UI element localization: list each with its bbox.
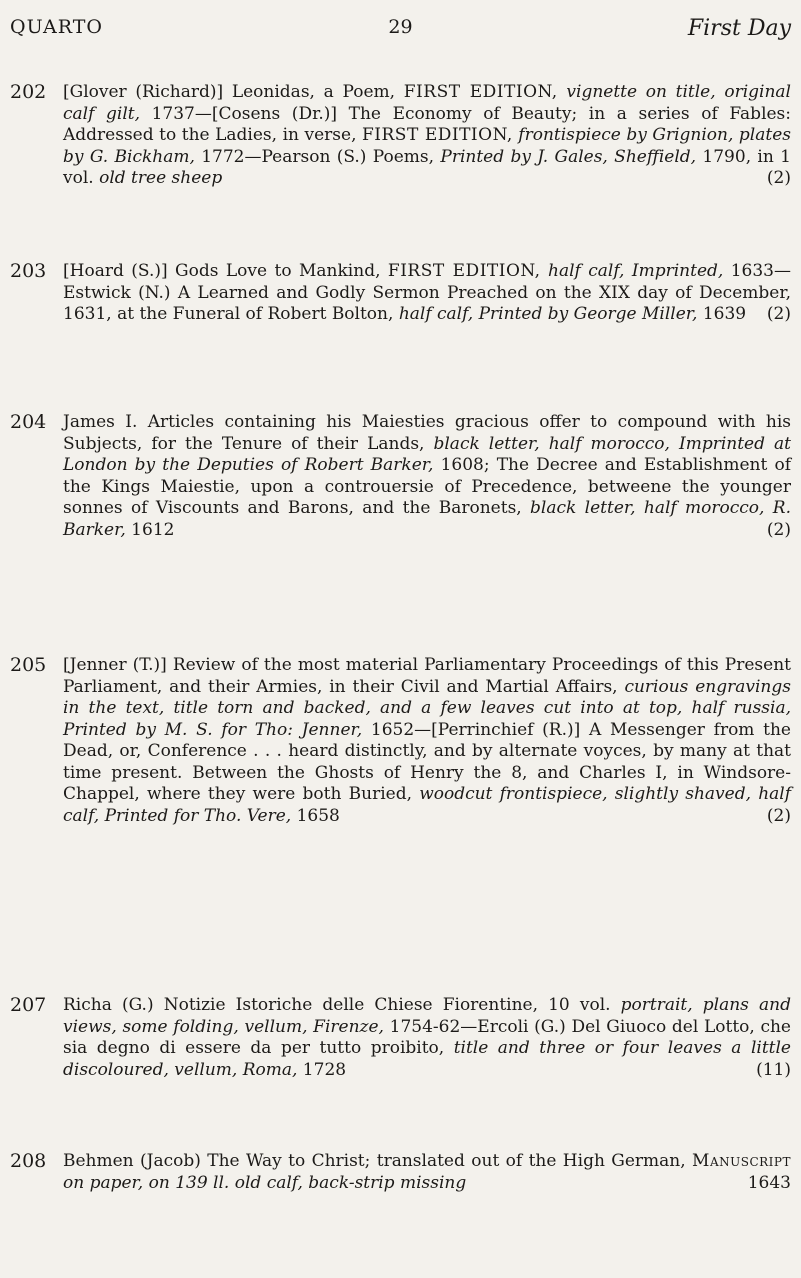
description-text: James I. Articles containing his Maiesties gracious offer to compound with his Subjects, for the Tenure of their Lands, [63, 412, 791, 454]
lot-number: 202 [10, 81, 47, 103]
lot-description [63, 261, 791, 326]
lot-entry [10, 1151, 791, 1194]
description-text: 1652—[Perrinchief (R.)] A Messenger from the Dead, or, Conference . . . heard distinctly, and by alternate voyces, by many at that time present. Between the Ghosts of Henry the 8, and Charles I, in Windsore-Chappel, where they were both Buried, [63, 719, 791, 804]
description-text: [Jenner (T.)] Review of the most material Parliamentary Proceedings of this Present Parliament, and their Armies, in their Civil and Martial Affairs, [63, 655, 791, 697]
description-text: 1633—Estwick (N.) A Learned and Godly Sermon Preached on the XIX day of December, 1631, at the Funeral of Robert Bolton, [63, 261, 791, 324]
description-text: Richa (G.) Notizie Istoriche delle Chiese Fiorentine, 10 vol. [63, 995, 621, 1015]
description-text: 1790, in 1 vol. [63, 146, 791, 188]
description-text: black letter, half morocco, Imprinted at London by the Deputies of Robert Barker, [63, 433, 791, 475]
description-text: Behmen (Jacob) The Way to Christ; translated out of the High German, [63, 1151, 693, 1171]
description-text: portrait, plans and views, some folding, vellum, Firenze, [63, 995, 791, 1037]
description-text: half calf, Printed by George Miller, [398, 304, 698, 324]
description-text: [Glover (Richard)] Leonidas, a Poem, [63, 82, 404, 102]
lot-number: 205 [10, 654, 47, 676]
description-text: 1737—[Cosens (Dr.)] The Economy of Beauty; in a series of Fables: Addressed to the Ladies, in verse, [63, 103, 792, 145]
section-label: QUARTO [10, 16, 103, 38]
description-text: vignette on title, original calf gilt, [63, 82, 791, 124]
description-text: frontispiece by Grignion, plates by G. Bickham, [63, 125, 791, 167]
lot-entry [10, 995, 791, 1081]
lot-number: 207 [10, 994, 47, 1016]
lot-description [63, 995, 791, 1081]
lot-quantity: (2) [766, 519, 791, 540]
sale-day: First Day [687, 16, 791, 41]
description-text: 1612 [125, 519, 175, 540]
page-number: 29 [388, 16, 413, 38]
description-text: title and three or four leaves a little discoloured, vellum, Roma, [63, 1038, 791, 1080]
lot-number: 204 [10, 411, 47, 433]
description-text: black letter, half morocco, R. Barker, [63, 498, 791, 540]
description-text: FIRST EDITION, [362, 125, 513, 145]
description-text: FIRST EDITION, [387, 261, 541, 281]
lot-quantity: (2) [766, 304, 791, 324]
lot-quantity: 1643 [747, 1172, 791, 1193]
lot-entry [10, 412, 791, 541]
lot-entry [10, 261, 791, 326]
lot-number: 203 [10, 260, 47, 282]
lot-number: 208 [10, 1150, 47, 1172]
description-text: FIRST EDITION, [403, 82, 558, 102]
lot-description [63, 412, 791, 541]
description-text: on paper, on 139 ll. old calf, back-strip missing [63, 1172, 467, 1193]
lot-quantity: (11) [756, 1059, 791, 1080]
lot-description [63, 82, 791, 190]
description-text: 1639 [697, 304, 747, 324]
description-text: Manuscript [692, 1151, 791, 1171]
lot-description [63, 1151, 791, 1194]
lot-entry [10, 655, 791, 827]
description-text: woodcut frontispiece, slightly shaved, half calf, Printed for Tho. Vere, [63, 784, 792, 826]
description-text: [Hoard (S.)] Gods Love to Mankind, [63, 261, 388, 281]
description-text: 1608; The Decree and Establishment of the Kings Maiestie, upon a controuersie of Precedence, betweene the younger sonnes of Viscounts and Barons, and the Baronets, [63, 455, 791, 518]
description-text: 1754-62—Ercoli (G.) Del Giuoco del Lotto, che sia degno di essere da per tutto proibito, [63, 1016, 791, 1058]
description-text: old tree sheep [99, 168, 223, 188]
lot-quantity: (2) [766, 805, 791, 826]
lot-description [63, 655, 791, 827]
lot-quantity: (2) [766, 168, 791, 188]
page-header [10, 16, 791, 44]
description-text: curious engravings in the text, title torn and backed, and a few leaves cut into at top, half russia, Printed by M. S. for Tho: Jenner, [63, 676, 791, 740]
description-text: 1772—Pearson (S.) Poems, [194, 146, 441, 167]
description-text: half calf, Imprinted, [540, 261, 724, 281]
description-text: 1728 [297, 1059, 347, 1080]
lot-entry [10, 82, 791, 190]
description-text: 1658 [291, 805, 340, 826]
description-text: Printed by J. Gales, Sheffield, [440, 146, 697, 167]
